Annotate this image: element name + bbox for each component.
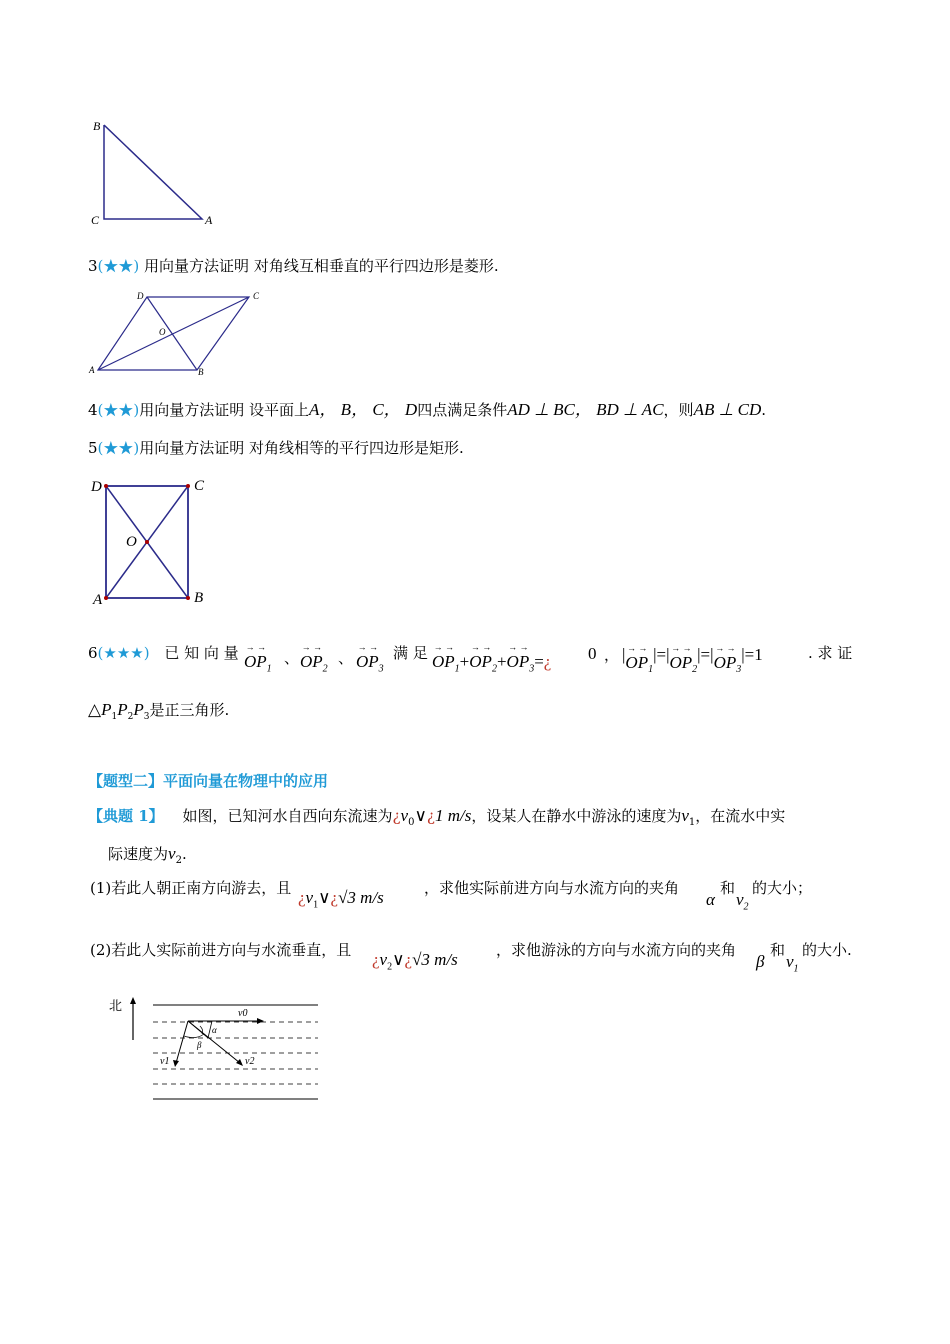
- label-A: A: [93, 592, 103, 608]
- points: A， B， C， D: [309, 400, 418, 419]
- intro-text-3: ，在流水中实: [695, 807, 786, 825]
- q2-label: (2)若此人实际前进方向与水流垂直，且: [90, 941, 352, 959]
- vector-op3: → $O\to P_3$: [356, 652, 384, 674]
- label-D: D: [137, 291, 144, 301]
- question-2: [90, 940, 351, 960]
- prove-text: . 求 证: [808, 644, 853, 662]
- vector-op2: → $O\to P_2$: [300, 652, 328, 674]
- conclusion: AB ⊥ CD: [693, 400, 762, 419]
- satisfy-text: 满 足: [393, 644, 428, 662]
- section-title: 【题型二】平面向量在物理中的应用: [88, 772, 329, 790]
- beta-symbol: β: [756, 952, 765, 971]
- condition: AD ⊥ BC， BD ⊥ AC: [507, 400, 664, 419]
- alpha-symbol: α: [706, 890, 715, 909]
- label-B: B: [93, 119, 101, 133]
- label-C: C: [194, 478, 205, 494]
- problem-5: [88, 438, 464, 458]
- problem-number: 4: [88, 401, 98, 419]
- q1-and: 和: [720, 879, 736, 897]
- comma: ，: [604, 646, 620, 664]
- vector-sum: → $O\to P_1+\to O\to P_2+\to O\to$ $P_3=¿$: [432, 652, 551, 674]
- label-B: B: [198, 367, 204, 377]
- then-text: ，则: [663, 401, 694, 419]
- q1-end: 的大小；: [752, 879, 813, 897]
- problem-6: [88, 643, 239, 663]
- sep1: 、: [284, 649, 300, 667]
- difficulty-stars: (★★): [97, 439, 140, 457]
- equals-one: =1: [744, 645, 763, 664]
- problem-text: 用向量方法证明 对角线相等的平行四边形是矩形.: [139, 439, 464, 457]
- problem-number: 5: [88, 439, 98, 457]
- problem-3: [88, 256, 499, 276]
- example-1-line1: 【典题 1】 如图，已知河水自西向东流速为¿$v_0\vee¿1$ m/s，设某人在静水中游泳的速度为$v_1$，在流水中实: [88, 806, 786, 828]
- q2-speed: √3 m/s: [412, 950, 458, 969]
- difficulty-stars: (★★★): [97, 644, 150, 662]
- q1-value: ¿$v_1\vee¿√3$ m/s: [298, 888, 384, 911]
- problem-text: 用向量方法证明 对角线互相垂直的平行四边形是菱形.: [144, 257, 499, 275]
- rectangle-figure: [85, 472, 215, 612]
- q2-text: [496, 940, 736, 960]
- label-A: A: [205, 213, 213, 227]
- q1-question: ，求他实际前进方向与水流方向的夹角: [424, 879, 680, 897]
- label-O: O: [159, 327, 166, 337]
- problem-6-line2: $\triangle P_1P_2P_3$是正三角形.: [88, 700, 230, 722]
- q1-text: [424, 878, 679, 898]
- label-v2: v2: [245, 1056, 255, 1067]
- known-text: 已 知 向 量: [164, 644, 239, 662]
- label-D: D: [91, 479, 102, 495]
- q2-question: ，求他游泳的方向与水流方向的夹角: [496, 941, 737, 959]
- q1-label: (1)若此人朝正南方向游去，且: [90, 879, 292, 897]
- example-label: 【典题 1】: [88, 807, 164, 825]
- intro-text: 如图，已知河水自西向东流速为: [182, 807, 393, 825]
- end-mark: .: [761, 401, 767, 419]
- problem-number: 6: [88, 644, 98, 662]
- label-C: C: [253, 291, 260, 301]
- vector-op1: → $O\to P_1$: [244, 652, 272, 674]
- q2-and: 和: [770, 941, 786, 959]
- v1-symbol: $v_1$: [786, 952, 799, 975]
- label-beta: β: [197, 1040, 202, 1050]
- q2-end: 的大小.: [802, 941, 852, 959]
- north-label: 北: [109, 999, 123, 1014]
- condition-text: 四点满足条件: [417, 401, 508, 419]
- triangle-claim: 是正三角形.: [149, 701, 230, 719]
- intro-text-2: ，设某人在静水中游泳的速度为: [471, 807, 682, 825]
- river-diagram: [100, 990, 330, 1110]
- problem-number: 3: [88, 257, 98, 275]
- example-1-line2: 际速度为$v_2$.: [108, 844, 187, 866]
- label-v0: v0: [238, 1008, 248, 1019]
- label-C: C: [91, 213, 100, 227]
- v0-value: 1 m/s: [434, 806, 472, 825]
- difficulty-stars: (★★): [97, 401, 140, 419]
- rhombus-figure: [85, 288, 275, 378]
- q1-speed: √3 m/s: [338, 888, 384, 907]
- q2-value: ¿$v_2\vee¿√3$ m/s: [372, 950, 458, 973]
- problem-text: 用向量方法证明 设平面上: [139, 401, 310, 419]
- difficulty-stars: (★★): [97, 257, 140, 275]
- question-1: [90, 878, 291, 898]
- intro-text-4-end: .: [181, 845, 187, 863]
- problem-4: [88, 400, 766, 420]
- label-B: B: [194, 590, 204, 606]
- zero-value: 0: [588, 644, 597, 663]
- label-A: A: [89, 365, 95, 375]
- sep2: 、: [338, 649, 354, 667]
- vector-magnitudes: |→ $O\to P_1|=|\to O\to P_2|=|\to O\to P_3|=1$: [622, 645, 763, 667]
- intro-text-4: 际速度为: [108, 845, 169, 863]
- label-alpha: α: [212, 1025, 217, 1035]
- v2-symbol: $v_2$: [736, 890, 749, 913]
- label-O: O: [126, 534, 137, 550]
- triangle-figure: [85, 115, 225, 230]
- label-v1: v1: [160, 1056, 170, 1067]
